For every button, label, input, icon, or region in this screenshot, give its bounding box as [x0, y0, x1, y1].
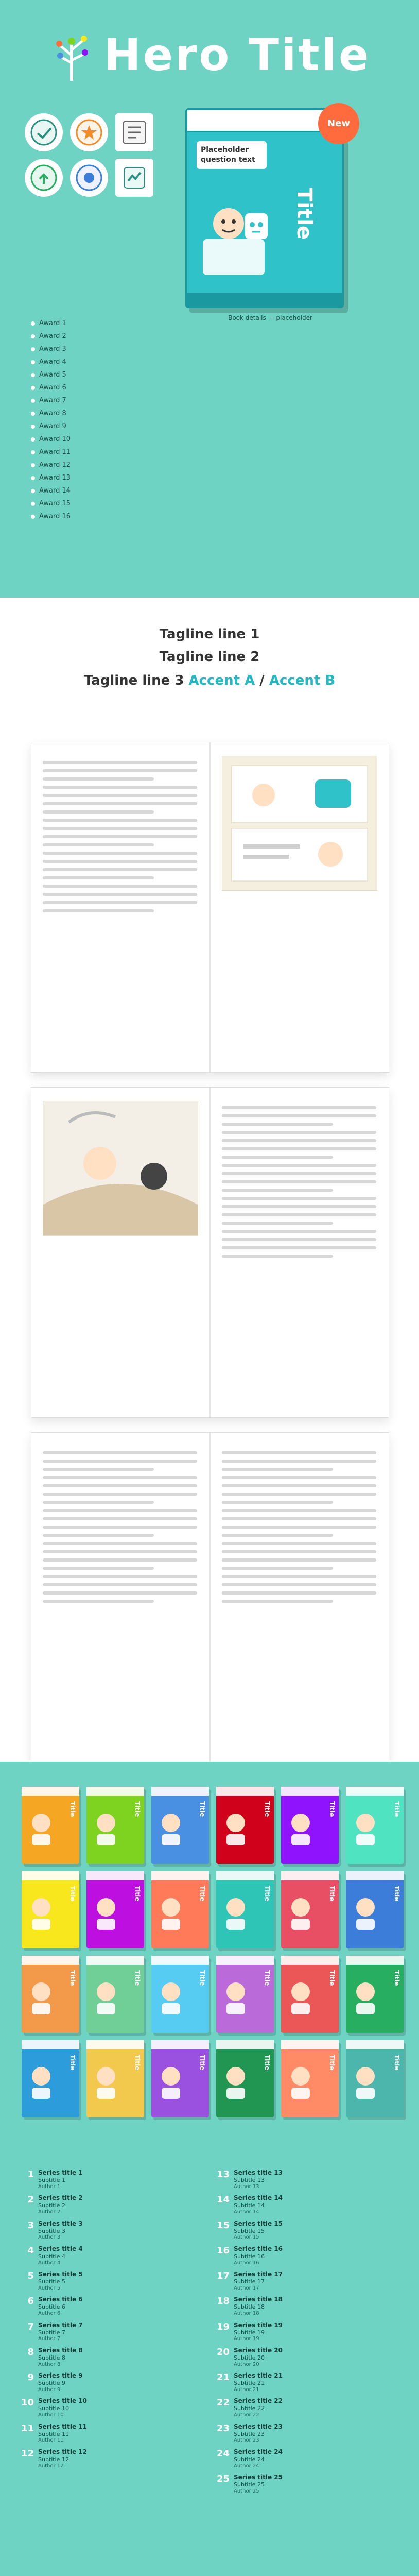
- tagline-line-3: Tagline line 3 Accent A / Accent B: [83, 673, 336, 688]
- series-list-item: [216, 2448, 407, 2469]
- cover-illustration: [285, 1976, 316, 2018]
- award-item: Award 7: [31, 397, 165, 404]
- list-number: 6: [27, 2296, 34, 2307]
- spread-right-page: [222, 1101, 376, 1404]
- cover-title: Title: [199, 2055, 206, 2071]
- list-author: Author 22: [234, 2412, 259, 2418]
- list-author: Author 19: [234, 2336, 259, 2342]
- list-title: Series title 20: [234, 2346, 283, 2354]
- list-number: 12: [21, 2448, 34, 2459]
- cover-top-strip: [22, 1956, 79, 1965]
- list-title: Series title 11: [38, 2422, 87, 2430]
- bullet-icon: [31, 360, 35, 364]
- series-book-cover: [22, 1871, 79, 1948]
- list-number: 20: [216, 2346, 230, 2358]
- bullet-icon: [31, 437, 35, 442]
- list-number: 2: [27, 2194, 34, 2206]
- list-subtitle: Subtitle 25: [234, 2481, 265, 2488]
- cover-top-strip: [22, 2040, 79, 2049]
- list-title: Series title 22: [234, 2397, 283, 2405]
- list-subtitle: Subtitle 17: [234, 2278, 265, 2285]
- book-spread-preview: [31, 742, 389, 1073]
- list-author: Author 15: [234, 2234, 259, 2241]
- list-author: Author 7: [38, 2336, 61, 2342]
- series-list-item: [216, 2270, 407, 2292]
- cover-title: Title: [328, 1801, 336, 1817]
- series-list-item: [21, 2397, 211, 2418]
- book-title: Title: [292, 187, 316, 240]
- list-author: Author 18: [234, 2311, 259, 2316]
- list-subtitle: Subtitle 13: [234, 2177, 265, 2183]
- series-logo: [12, 16, 407, 94]
- list-title: Series title 23: [234, 2422, 283, 2430]
- list-title: Series title 25: [234, 2473, 283, 2481]
- hero-section: [0, 0, 419, 598]
- cover-top-strip: [346, 2040, 404, 2049]
- cover-title: Title: [69, 1886, 76, 1902]
- list-subtitle: Subtitle 3: [38, 2227, 65, 2234]
- award-item: Award 10: [31, 435, 165, 443]
- list-number: 4: [27, 2245, 34, 2256]
- cover-top-strip: [86, 1787, 144, 1796]
- series-book-cover: [281, 1871, 339, 1948]
- list-author: Author 10: [38, 2412, 64, 2418]
- list-author: Author 12: [38, 2463, 64, 2469]
- list-title: Series title 16: [234, 2245, 283, 2252]
- award-item: Award 13: [31, 474, 165, 482]
- list-title: Series title 1: [38, 2169, 83, 2176]
- bullet-icon: [31, 425, 35, 429]
- series-list-item: [21, 2194, 211, 2215]
- list-author: Author 23: [234, 2437, 259, 2444]
- list-title: Series title 18: [234, 2296, 283, 2303]
- cover-title: Title: [264, 1801, 271, 1817]
- list-number: 14: [216, 2194, 230, 2206]
- cover-title: Title: [393, 1970, 400, 1986]
- cover-illustration: [350, 1976, 381, 2018]
- book-cover-bottom: [187, 293, 342, 306]
- list-subtitle: Subtitle 19: [234, 2329, 265, 2336]
- list-title: Series title 19: [234, 2321, 283, 2329]
- cover-illustration: [26, 1892, 57, 1933]
- list-title: Series title 12: [38, 2448, 87, 2455]
- spread-left-page: [43, 1446, 197, 1749]
- bullet-icon: [31, 321, 35, 326]
- list-subtitle: Subtitle 6: [38, 2303, 65, 2311]
- cover-title: Title: [328, 2055, 336, 2071]
- list-subtitle: Subtitle 7: [38, 2329, 65, 2336]
- series-list-item: [21, 2372, 211, 2393]
- series-list-section: [0, 2154, 419, 2576]
- award-badge: [115, 159, 153, 197]
- series-cover-grid: [22, 1787, 400, 2127]
- award-badge: [70, 113, 108, 151]
- book-spread-preview: [31, 1432, 389, 1763]
- series-book-cover: [281, 1787, 339, 1864]
- list-number: 3: [27, 2219, 34, 2231]
- award-item: Award 15: [31, 500, 165, 507]
- award-item: Award 12: [31, 461, 165, 469]
- book-cover: [185, 108, 344, 308]
- book-illustration: [198, 193, 275, 280]
- series-book-cover: [86, 1787, 144, 1864]
- list-title: Series title 24: [234, 2448, 283, 2455]
- list-subtitle: Subtitle 24: [234, 2455, 265, 2463]
- book-spread-preview: [31, 1087, 389, 1418]
- series-book-cover: [346, 2040, 404, 2117]
- cover-top-strip: [151, 1787, 209, 1796]
- bullet-icon: [31, 515, 35, 519]
- series-book-cover: [22, 1787, 79, 1864]
- series-list-item: [21, 2448, 211, 2469]
- series-book-cover: [216, 1871, 274, 1948]
- spread-gutter: [210, 742, 211, 1072]
- list-number: 24: [216, 2448, 230, 2459]
- series-list-item: [216, 2397, 407, 2418]
- series-book-cover: [22, 2040, 79, 2117]
- cover-top-strip: [346, 1956, 404, 1965]
- series-book-cover: [151, 1787, 209, 1864]
- list-subtitle: Subtitle 10: [38, 2405, 69, 2412]
- cover-illustration: [350, 1807, 381, 1849]
- cover-top-strip: [281, 1871, 339, 1880]
- bullet-icon: [31, 502, 35, 506]
- series-book-cover: [346, 1871, 404, 1948]
- series-list-item: [21, 2296, 211, 2317]
- award-item: Award 8: [31, 410, 165, 417]
- list-title: Series title 15: [234, 2219, 283, 2227]
- series-list-left: [21, 2169, 211, 2473]
- series-book-cover: [346, 1956, 404, 2033]
- cover-illustration: [155, 1976, 186, 2018]
- award-badge: [70, 159, 108, 197]
- series-list-right: [216, 2169, 407, 2499]
- cover-top-strip: [151, 2040, 209, 2049]
- list-subtitle: Subtitle 23: [234, 2430, 265, 2437]
- list-author: Author 9: [38, 2386, 61, 2393]
- list-author: Author 13: [234, 2183, 259, 2190]
- list-subtitle: Subtitle 5: [38, 2278, 65, 2285]
- list-number: 15: [216, 2219, 230, 2231]
- cover-title: Title: [199, 1801, 206, 1817]
- list-title: Series title 13: [234, 2169, 283, 2176]
- series-list-item: [21, 2220, 211, 2241]
- award-badge: [25, 113, 63, 151]
- list-author: Author 5: [38, 2285, 61, 2291]
- list-subtitle: Subtitle 14: [234, 2202, 265, 2209]
- award-item: Award 3: [31, 345, 165, 353]
- list-author: Author 8: [38, 2361, 61, 2367]
- series-book-cover: [151, 1956, 209, 2033]
- list-title: Series title 4: [38, 2245, 83, 2252]
- bullet-icon: [31, 347, 35, 351]
- list-author: Author 1: [38, 2183, 61, 2190]
- awards-list: [31, 319, 165, 526]
- series-book-cover: [216, 1787, 274, 1864]
- list-title: Series title 2: [38, 2194, 83, 2202]
- list-author: Author 14: [234, 2209, 259, 2215]
- list-number: 21: [216, 2372, 230, 2383]
- series-list-item: [21, 2270, 211, 2292]
- cover-title: Title: [69, 2055, 76, 2071]
- bullet-icon: [31, 450, 35, 454]
- list-number: 16: [216, 2245, 230, 2256]
- series-list-item: [216, 2473, 407, 2495]
- list-title: Series title 3: [38, 2219, 83, 2227]
- cover-illustration: [26, 1976, 57, 2018]
- cover-illustration: [350, 1892, 381, 1933]
- award-item: Award 16: [31, 513, 165, 520]
- list-number: 13: [216, 2169, 230, 2180]
- book-question: Placeholder question text: [197, 141, 267, 169]
- list-author: Author 24: [234, 2463, 259, 2469]
- book-meta: Book details — placeholder: [228, 314, 312, 321]
- cover-title: Title: [264, 1970, 271, 1986]
- list-author: Author 17: [234, 2285, 259, 2291]
- cover-top-strip: [216, 1787, 274, 1796]
- series-list-item: [21, 2169, 211, 2190]
- list-number: 5: [27, 2270, 34, 2281]
- list-number: 11: [21, 2422, 34, 2434]
- cover-top-strip: [86, 1956, 144, 1965]
- cover-top-strip: [22, 1787, 79, 1796]
- list-number: 22: [216, 2397, 230, 2409]
- series-book-cover: [22, 1956, 79, 2033]
- cover-title: Title: [393, 1801, 400, 1817]
- bullet-icon: [31, 399, 35, 403]
- cover-illustration: [350, 2061, 381, 2102]
- list-number: 10: [21, 2397, 34, 2409]
- cover-title: Title: [393, 1886, 400, 1902]
- series-book-cover: [281, 2040, 339, 2117]
- list-number: 9: [27, 2372, 34, 2383]
- list-subtitle: Subtitle 16: [234, 2252, 265, 2260]
- list-subtitle: Subtitle 22: [234, 2405, 265, 2412]
- cover-title: Title: [134, 1886, 141, 1902]
- comic-panel: [222, 756, 377, 891]
- award-item: Award 11: [31, 448, 165, 456]
- series-list-item: [216, 2220, 407, 2241]
- series-list-item: [21, 2321, 211, 2343]
- list-subtitle: Subtitle 9: [38, 2380, 65, 2386]
- cover-illustration: [26, 2061, 57, 2102]
- list-title: Series title 14: [234, 2194, 283, 2202]
- list-number: 25: [216, 2473, 230, 2484]
- series-list-item: [216, 2347, 407, 2368]
- cover-title: Title: [134, 1970, 141, 1986]
- cover-illustration: [26, 1807, 57, 1849]
- series-list-item: [21, 2347, 211, 2368]
- cover-illustration: [220, 1976, 251, 2018]
- new-release-badge: New: [318, 103, 359, 144]
- list-subtitle: Subtitle 1: [38, 2177, 65, 2183]
- series-list-item: [21, 2245, 211, 2266]
- cover-title: Title: [69, 1970, 76, 1986]
- list-subtitle: Subtitle 4: [38, 2252, 65, 2260]
- list-author: Author 4: [38, 2260, 61, 2266]
- cover-title: Title: [264, 2055, 271, 2071]
- list-number: 18: [216, 2296, 230, 2307]
- spread-gutter: [210, 1088, 211, 1417]
- cover-illustration: [91, 1892, 121, 1933]
- series-book-cover: [86, 1871, 144, 1948]
- bullet-icon: [31, 373, 35, 377]
- series-list-item: [216, 2245, 407, 2266]
- spread-left-page: [43, 1101, 197, 1404]
- award-item: Award 5: [31, 371, 165, 379]
- bullet-icon: [31, 386, 35, 390]
- list-number: 19: [216, 2321, 230, 2332]
- list-subtitle: Subtitle 2: [38, 2202, 65, 2209]
- list-number: 17: [216, 2270, 230, 2281]
- award-item: Award 4: [31, 358, 165, 366]
- award-item: Award 2: [31, 332, 165, 340]
- award-item: Award 6: [31, 384, 165, 392]
- cover-top-strip: [86, 2040, 144, 2049]
- list-author: Author 21: [234, 2386, 259, 2393]
- bullet-icon: [31, 476, 35, 480]
- series-book-cover: [281, 1956, 339, 2033]
- cover-illustration: [285, 1892, 316, 1933]
- list-subtitle: Subtitle 18: [234, 2303, 265, 2311]
- list-subtitle: Subtitle 21: [234, 2380, 265, 2386]
- series-book-cover: [86, 1956, 144, 2033]
- series-book-cover: [346, 1787, 404, 1864]
- cover-top-strip: [281, 1787, 339, 1796]
- list-title: Series title 5: [38, 2270, 83, 2278]
- bullet-icon: [31, 489, 35, 493]
- list-subtitle: Subtitle 20: [234, 2354, 265, 2361]
- series-book-cover: [86, 2040, 144, 2117]
- cover-illustration: [220, 1892, 251, 1933]
- cover-title: Title: [69, 1801, 76, 1817]
- spread-right-page: [222, 1446, 376, 1749]
- bullet-icon: [31, 412, 35, 416]
- cover-illustration: [220, 2061, 251, 2102]
- cover-illustration: [155, 1892, 186, 1933]
- spread-left-page: [43, 756, 197, 1059]
- list-number: 1: [27, 2169, 34, 2180]
- tagline-line-2: Tagline line 2: [159, 649, 260, 665]
- bullet-icon: [31, 334, 35, 338]
- list-title: Series title 7: [38, 2321, 83, 2329]
- illustration: [43, 1101, 198, 1236]
- cover-title: Title: [393, 2055, 400, 2071]
- list-author: Author 2: [38, 2209, 61, 2215]
- list-title: Series title 9: [38, 2372, 83, 2379]
- list-author: Author 3: [38, 2234, 61, 2241]
- series-title: Hero Title: [103, 29, 371, 81]
- cover-top-strip: [346, 1871, 404, 1880]
- cover-top-strip: [281, 1956, 339, 1965]
- series-covers-section: [0, 1762, 419, 2154]
- cover-title: Title: [199, 1886, 206, 1902]
- list-title: Series title 21: [234, 2372, 283, 2379]
- list-author: Author 20: [234, 2361, 259, 2367]
- series-book-cover: [216, 2040, 274, 2117]
- cover-top-strip: [216, 1956, 274, 1965]
- list-title: Series title 17: [234, 2270, 283, 2278]
- cover-top-strip: [281, 2040, 339, 2049]
- cover-illustration: [285, 2061, 316, 2102]
- tree-icon: [48, 24, 95, 86]
- cover-top-strip: [22, 1871, 79, 1880]
- cover-illustration: [285, 1807, 316, 1849]
- cover-title: Title: [264, 1886, 271, 1902]
- award-item: Award 9: [31, 422, 165, 430]
- cover-illustration: [91, 2061, 121, 2102]
- spread-right-page: [222, 756, 376, 1059]
- cover-title: Title: [328, 1886, 336, 1902]
- list-title: Series title 10: [38, 2397, 87, 2405]
- cover-title: Title: [134, 1801, 141, 1817]
- cover-title: Title: [134, 2055, 141, 2071]
- cover-title: Title: [199, 1970, 206, 1986]
- cover-top-strip: [216, 1871, 274, 1880]
- cover-top-strip: [151, 1956, 209, 1965]
- list-number: 23: [216, 2422, 230, 2434]
- list-title: Series title 6: [38, 2296, 83, 2303]
- list-author: Author 16: [234, 2260, 259, 2266]
- list-number: 8: [27, 2346, 34, 2358]
- tagline-line-1: Tagline line 1: [159, 626, 260, 642]
- tagline-section: [0, 598, 419, 721]
- series-list-item: [216, 2423, 407, 2444]
- list-number: 7: [27, 2321, 34, 2332]
- series-book-cover: [151, 1871, 209, 1948]
- list-author: Author 25: [234, 2488, 259, 2494]
- series-list-item: [216, 2296, 407, 2317]
- series-list-item: [216, 2169, 407, 2190]
- list-subtitle: Subtitle 12: [38, 2455, 69, 2463]
- award-badge: [115, 113, 153, 151]
- cover-illustration: [91, 1976, 121, 2018]
- cover-illustration: [91, 1807, 121, 1849]
- award-item: Award 1: [31, 319, 165, 327]
- cover-top-strip: [151, 1871, 209, 1880]
- series-list-item: [216, 2194, 407, 2215]
- series-list-item: [216, 2321, 407, 2343]
- cover-illustration: [155, 2061, 186, 2102]
- series-book-cover: [216, 1956, 274, 2033]
- badge-grid: [25, 113, 159, 299]
- spread-gutter: [210, 1433, 211, 1762]
- cover-top-strip: [346, 1787, 404, 1796]
- list-subtitle: Subtitle 15: [234, 2227, 265, 2234]
- cover-title: Title: [328, 1970, 336, 1986]
- cover-top-strip: [86, 1871, 144, 1880]
- series-list-item: [216, 2372, 407, 2393]
- cover-illustration: [220, 1807, 251, 1849]
- list-author: Author 6: [38, 2311, 61, 2316]
- list-author: Author 11: [38, 2437, 64, 2444]
- bullet-icon: [31, 463, 35, 467]
- list-subtitle: Subtitle 11: [38, 2430, 69, 2437]
- series-list-item: [21, 2423, 211, 2444]
- cover-top-strip: [216, 2040, 274, 2049]
- list-title: Series title 8: [38, 2346, 83, 2354]
- award-badge: [25, 159, 63, 197]
- list-subtitle: Subtitle 8: [38, 2354, 65, 2361]
- series-book-cover: [151, 2040, 209, 2117]
- cover-illustration: [155, 1807, 186, 1849]
- award-item: Award 14: [31, 487, 165, 495]
